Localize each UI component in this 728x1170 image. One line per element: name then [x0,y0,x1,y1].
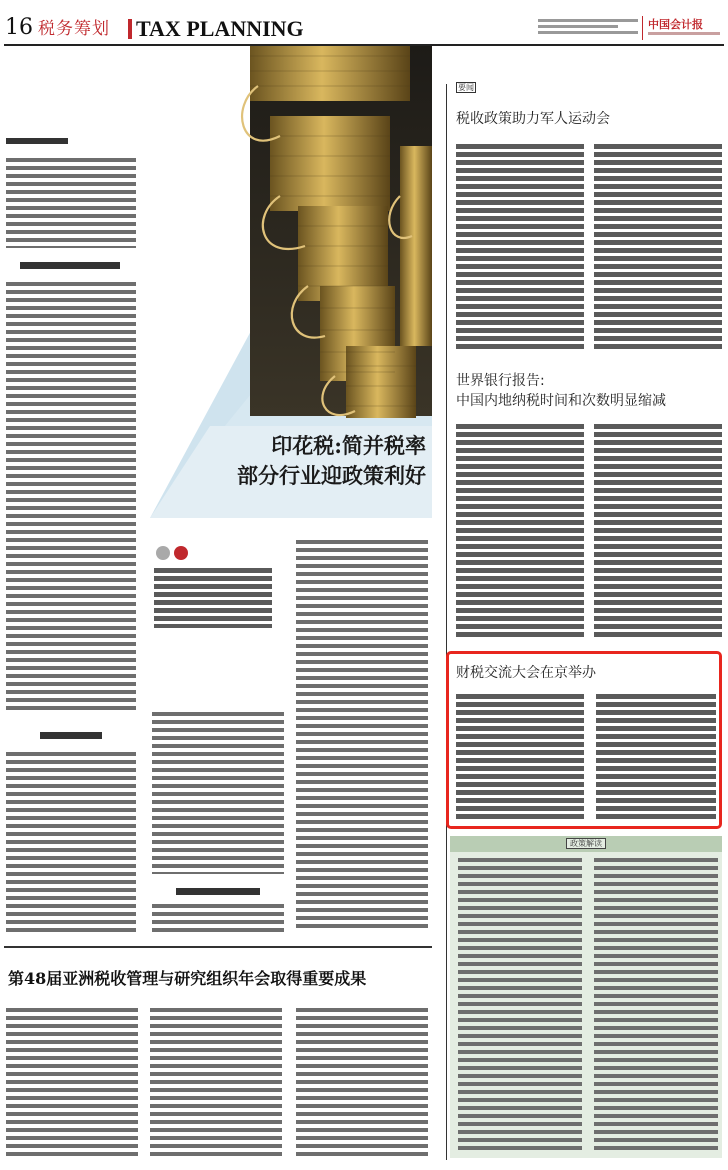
article-body-text [456,694,584,820]
author-intro-text [154,568,272,628]
article1-title: 税收政策助力军人运动会 [456,111,610,127]
sidebar-panel-tag: 政策解读 [566,838,606,849]
column-divider [446,84,447,1160]
article-body-text [6,158,136,248]
byline [6,138,68,144]
subheading [20,262,120,269]
article-body-text [6,282,136,712]
article2-title-line2: 中国内地纳税时间和次数明显缩减 [456,393,666,409]
issue-date-block [538,16,638,42]
article-body-text [152,904,284,932]
section-title-cn: 税务筹划 [38,19,110,39]
article-body-text [6,752,136,932]
article-body-text [152,712,284,874]
page-number: 16 [5,15,33,40]
article-body-text [296,1008,428,1158]
section-title-en: TAX PLANNING [136,16,304,41]
article-body-text [296,540,428,932]
bottom-rule [4,946,432,948]
newspaper-logo: 中国会计报 [648,18,703,31]
feature-headline-line2: 部分行业迎政策利好 [237,463,426,488]
sidebar-text [458,858,582,1154]
subheading [40,732,102,739]
newspaper-logo-subline [648,32,720,35]
article-body-text [594,144,722,352]
article2-title-line1: 世界银行报告: [456,373,545,389]
article-body-text [6,1008,138,1158]
subheading [176,888,260,895]
grey-dot-icon [156,546,170,560]
sidebar-text [594,858,718,1154]
article-body-text [456,144,584,352]
red-dot-icon [174,546,188,560]
section-tag: 要闻 [458,83,474,92]
section-divider [128,19,132,39]
header-separator [642,16,643,40]
article-body-text [150,1008,282,1158]
article-body-text [594,424,722,640]
feature-image [150,46,432,518]
bottom-article-title: 第48届亚洲税收管理与研究组织年会取得重要成果 [8,969,367,988]
article-body-text [596,694,716,820]
article-body-text [456,424,584,640]
feature-headline-line1: 印花税:简并税率 [271,433,426,458]
article3-title: 财税交流大会在京举办 [456,665,596,681]
